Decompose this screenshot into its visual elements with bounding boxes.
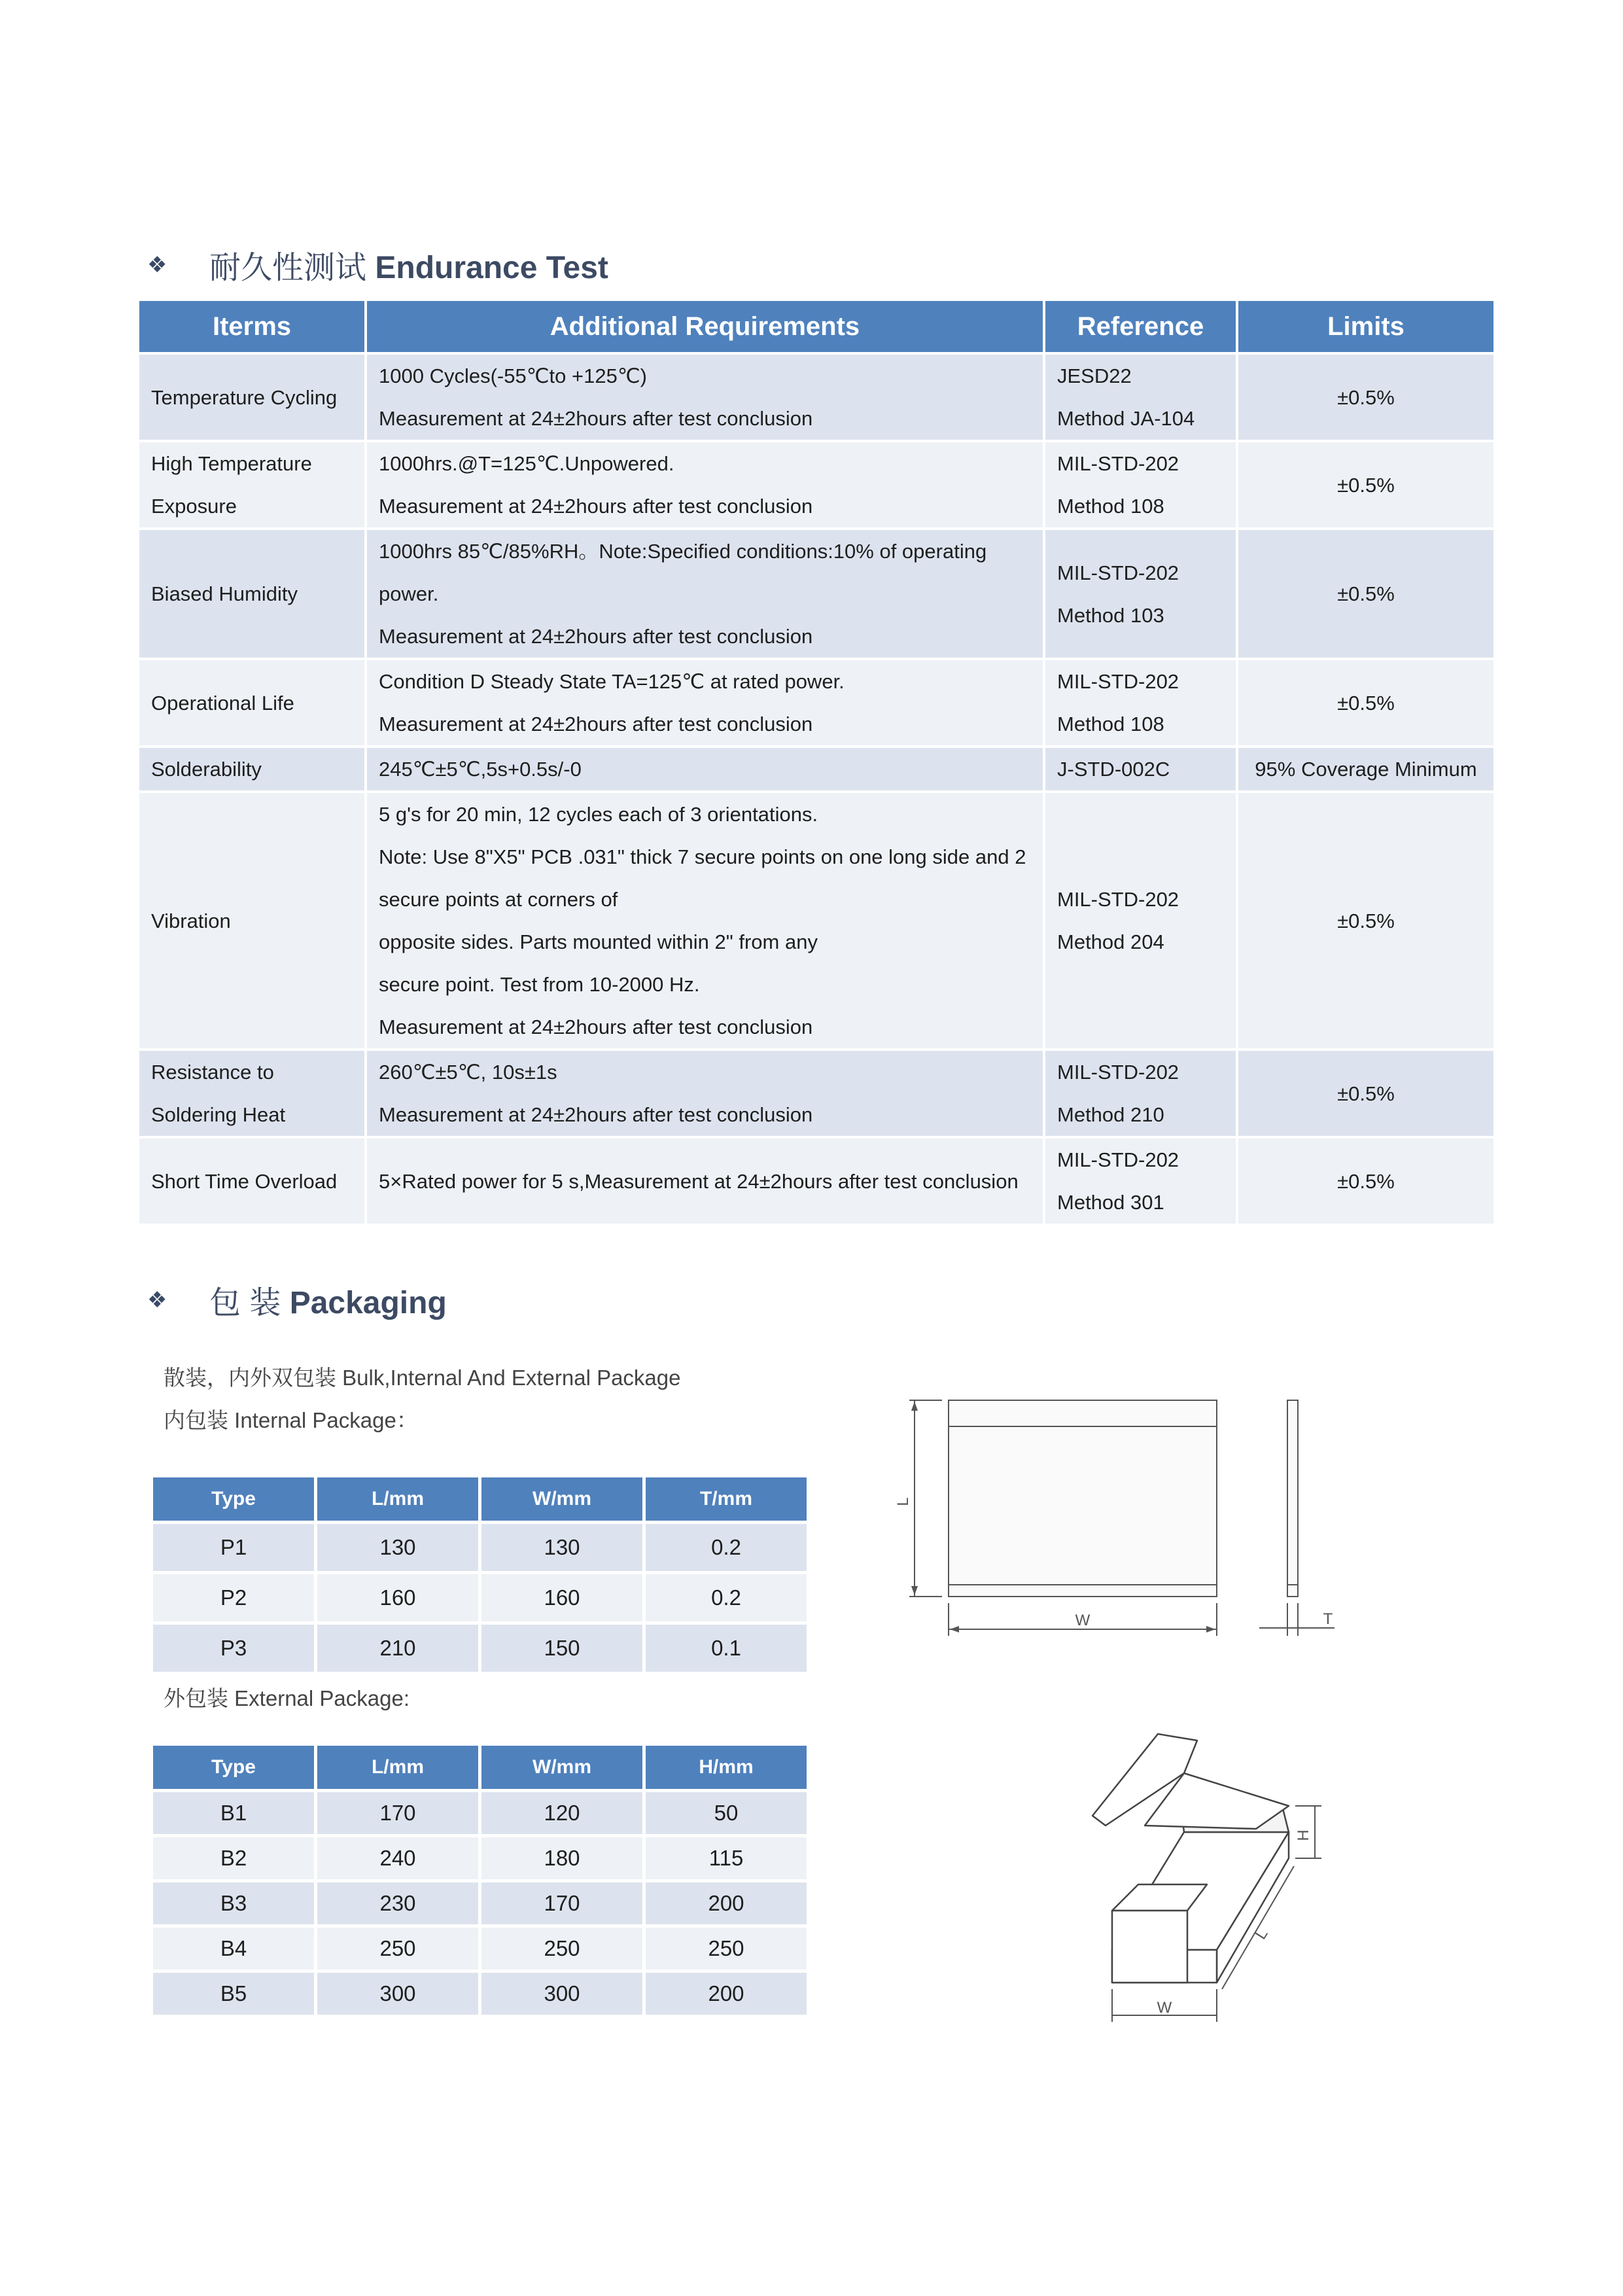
- requirement-cell: [367, 748, 1043, 790]
- item-cell: [139, 530, 364, 658]
- diamond-bullet-icon: ❖: [147, 1287, 167, 1313]
- dimension-label-H: H: [1295, 1829, 1312, 1841]
- table-row: [153, 1625, 807, 1672]
- table-cell: 170: [481, 1882, 642, 1924]
- table-cell: P3: [153, 1625, 314, 1672]
- cell-line: Method 108: [1057, 713, 1164, 735]
- table-cell: 130: [481, 1524, 642, 1571]
- cell-line: Measurement at 24±2hours after test conclusion: [379, 625, 813, 648]
- reference-cell: [1045, 442, 1236, 527]
- table-cell: 130: [317, 1524, 478, 1571]
- requirement-cell: [367, 1139, 1043, 1224]
- table-row: [153, 1882, 807, 1924]
- dimension-label-W: W: [1157, 1999, 1172, 2017]
- table-row: [139, 1051, 1493, 1136]
- cell-line: secure points at corners of: [379, 888, 618, 911]
- table-row: [139, 1139, 1493, 1224]
- table-row: [139, 748, 1493, 790]
- cell-line: Method 108: [1057, 495, 1164, 518]
- column-header: W/mm: [481, 1746, 642, 1789]
- cell-line: power.: [379, 582, 439, 605]
- external-package-table: [150, 1742, 810, 2018]
- cell-line: Temperature Cycling: [151, 385, 338, 409]
- column-header: Iterms: [139, 301, 364, 352]
- table-cell: 115: [646, 1837, 807, 1879]
- limit-cell: ±0.5%: [1238, 1139, 1493, 1224]
- limit-cell: 95% Coverage Minimum: [1238, 748, 1493, 790]
- cell-line: 260℃±5℃, 10s±1s: [379, 1061, 557, 1084]
- cell-line: MIL-STD-202: [1057, 452, 1179, 475]
- cell-line: Short Time Overload: [151, 1169, 338, 1193]
- table-cell: 250: [481, 1928, 642, 1969]
- cell-line: J-STD-002C: [1057, 758, 1170, 781]
- table-cell: B5: [153, 1973, 314, 2015]
- external-box-diagram: [1073, 1727, 1400, 2035]
- table-cell: B4: [153, 1928, 314, 1969]
- column-header: T/mm: [646, 1477, 807, 1521]
- limit-cell: ±0.5%: [1238, 793, 1493, 1048]
- cell-line: Measurement at 24±2hours after test conclusion: [379, 713, 813, 735]
- dimension-label-L: L: [894, 1497, 912, 1506]
- item-cell: [139, 660, 364, 745]
- endurance-title-en: Endurance Test: [375, 251, 608, 285]
- table-row: [153, 1837, 807, 1879]
- column-header: L/mm: [317, 1746, 478, 1789]
- requirement-cell: [367, 793, 1043, 1048]
- endurance-table: [137, 298, 1496, 1226]
- table-row: [139, 793, 1493, 1048]
- cell-line: JESD22: [1057, 364, 1132, 387]
- table-cell: 150: [481, 1625, 642, 1672]
- cell-line: Method 204: [1057, 930, 1164, 953]
- table-row: [153, 1524, 807, 1571]
- table-cell: 300: [317, 1973, 478, 2015]
- cell-line: 1000 Cycles(-55℃to +125℃): [379, 364, 647, 387]
- table-cell: 120: [481, 1792, 642, 1834]
- column-header: H/mm: [646, 1746, 807, 1789]
- column-header: Reference: [1045, 301, 1236, 352]
- table-cell: P1: [153, 1524, 314, 1571]
- internal-package-table: [150, 1474, 810, 1675]
- table-row: [153, 1574, 807, 1621]
- table-cell: B3: [153, 1882, 314, 1924]
- packaging-heading: [147, 1277, 447, 1322]
- limit-cell: ±0.5%: [1238, 1051, 1493, 1136]
- table-row: [139, 530, 1493, 658]
- table-cell: 250: [646, 1928, 807, 1969]
- cell-line: Measurement at 24±2hours after test conclusion: [379, 1103, 813, 1126]
- cell-line: Method JA-104: [1057, 407, 1195, 430]
- cell-line: Method 103: [1057, 603, 1164, 627]
- column-header: Type: [153, 1746, 314, 1789]
- table-cell: P2: [153, 1574, 314, 1621]
- cell-line: Method 210: [1057, 1103, 1164, 1126]
- cell-line: Vibration: [151, 909, 231, 932]
- table-row: [139, 355, 1493, 440]
- table-cell: 170: [317, 1792, 478, 1834]
- dimension-label-L: L: [1251, 1926, 1272, 1943]
- reference-cell: [1045, 530, 1236, 658]
- table-cell: 200: [646, 1973, 807, 2015]
- table-cell: 250: [317, 1928, 478, 1969]
- reference-cell: [1045, 1051, 1236, 1136]
- cell-line: Exposure: [151, 495, 237, 518]
- endurance-title-cn: 耐久性测试: [209, 251, 367, 285]
- item-cell: [139, 793, 364, 1048]
- requirement-cell: [367, 530, 1043, 658]
- external-header-row: [153, 1746, 807, 1789]
- table-cell: 0.2: [646, 1574, 807, 1621]
- cell-line: MIL-STD-202: [1057, 1148, 1179, 1171]
- table-cell: 180: [481, 1837, 642, 1879]
- table-cell: 0.2: [646, 1524, 807, 1571]
- table-cell: 160: [317, 1574, 478, 1621]
- table-cell: 160: [481, 1574, 642, 1621]
- cell-line: High Temperature: [151, 452, 312, 475]
- column-header: Type: [153, 1477, 314, 1521]
- column-header: W/mm: [481, 1477, 642, 1521]
- cell-line: 1000hrs 85℃/85%RH。Note:Specified conditions:10% of operating: [379, 540, 987, 563]
- reference-cell: [1045, 748, 1236, 790]
- item-cell: [139, 442, 364, 527]
- limit-cell: ±0.5%: [1238, 355, 1493, 440]
- reference-cell: [1045, 660, 1236, 745]
- table-cell: 0.1: [646, 1625, 807, 1672]
- requirement-cell: [367, 660, 1043, 745]
- reference-cell: [1045, 355, 1236, 440]
- cell-line: Measurement at 24±2hours after test conclusion: [379, 407, 813, 430]
- table-cell: B2: [153, 1837, 314, 1879]
- cell-line: Note: Use 8"X5" PCB .031" thick 7 secure points on one long side and 2: [379, 845, 1026, 868]
- table-cell: 300: [481, 1973, 642, 2015]
- cell-line: 1000hrs.@T=125℃.Unpowered.: [379, 452, 674, 475]
- requirement-cell: [367, 1051, 1043, 1136]
- cell-line: Measurement at 24±2hours after test conclusion: [379, 1016, 813, 1038]
- internal-package-diagram: [883, 1394, 1354, 1655]
- column-header: Additional Requirements: [367, 301, 1043, 352]
- column-header: L/mm: [317, 1477, 478, 1521]
- cell-line: Measurement at 24±2hours after test conclusion: [379, 495, 813, 518]
- packaging-title-en: Packaging: [289, 1286, 447, 1320]
- cell-line: 5 g's for 20 min, 12 cycles each of 3 orientations.: [379, 803, 818, 826]
- diamond-bullet-icon: ❖: [147, 252, 167, 277]
- packaging-title-cn: 包 装: [209, 1286, 281, 1320]
- table-cell: B1: [153, 1792, 314, 1834]
- cell-line: MIL-STD-202: [1057, 561, 1179, 584]
- table-cell: 210: [317, 1625, 478, 1672]
- endurance-header-row: [139, 301, 1493, 352]
- item-cell: [139, 1139, 364, 1224]
- cell-line: Biased Humidity: [151, 582, 298, 605]
- cell-line: secure point. Test from 10-2000 Hz.: [379, 973, 700, 996]
- internal-package-label: 内包装 Internal Package：: [164, 1408, 418, 1432]
- cell-line: MIL-STD-202: [1057, 1061, 1179, 1084]
- requirement-cell: [367, 355, 1043, 440]
- table-cell: 200: [646, 1882, 807, 1924]
- inner-bag-front: [949, 1400, 1217, 1597]
- requirement-cell: [367, 442, 1043, 527]
- cell-line: 245℃±5℃,5s+0.5s/-0: [379, 758, 582, 781]
- cell-line: Operational Life: [151, 691, 294, 715]
- table-row: [153, 1973, 807, 2015]
- item-cell: [139, 1051, 364, 1136]
- limit-cell: ±0.5%: [1238, 442, 1493, 527]
- reference-cell: [1045, 1139, 1236, 1224]
- reference-cell: [1045, 793, 1236, 1048]
- cell-line: Soldering Heat: [151, 1103, 286, 1126]
- cell-line: MIL-STD-202: [1057, 888, 1179, 911]
- cell-line: 5×Rated power for 5 s,Measurement at 24±2hours after test conclusion: [379, 1169, 1019, 1193]
- item-cell: [139, 748, 364, 790]
- cell-line: Resistance to: [151, 1061, 274, 1084]
- table-cell: 230: [317, 1882, 478, 1924]
- table-row: [153, 1792, 807, 1834]
- column-header: Limits: [1238, 301, 1493, 352]
- endurance-heading: [147, 242, 608, 287]
- packaging-note: 散装，内外双包装 Bulk,Internal And External Package: [164, 1366, 681, 1390]
- internal-header-row: [153, 1477, 807, 1521]
- external-package-label: 外包装 External Package:: [164, 1686, 410, 1710]
- limit-cell: ±0.5%: [1238, 660, 1493, 745]
- cell-line: MIL-STD-202: [1057, 670, 1179, 693]
- item-cell: [139, 355, 364, 440]
- inner-bag-side: [1287, 1400, 1298, 1597]
- table-cell: 50: [646, 1792, 807, 1834]
- dimension-label-W: W: [1075, 1612, 1091, 1629]
- cell-line: Solderability: [151, 758, 262, 781]
- table-cell: 240: [317, 1837, 478, 1879]
- cell-line: opposite sides. Parts mounted within 2" from any: [379, 930, 818, 953]
- cell-line: Condition D Steady State TA=125℃ at rated power.: [379, 670, 845, 693]
- dimension-label-T: T: [1323, 1610, 1333, 1628]
- limit-cell: ±0.5%: [1238, 530, 1493, 658]
- cell-line: Method 301: [1057, 1191, 1164, 1214]
- table-row: [139, 442, 1493, 527]
- table-row: [153, 1928, 807, 1969]
- table-row: [139, 660, 1493, 745]
